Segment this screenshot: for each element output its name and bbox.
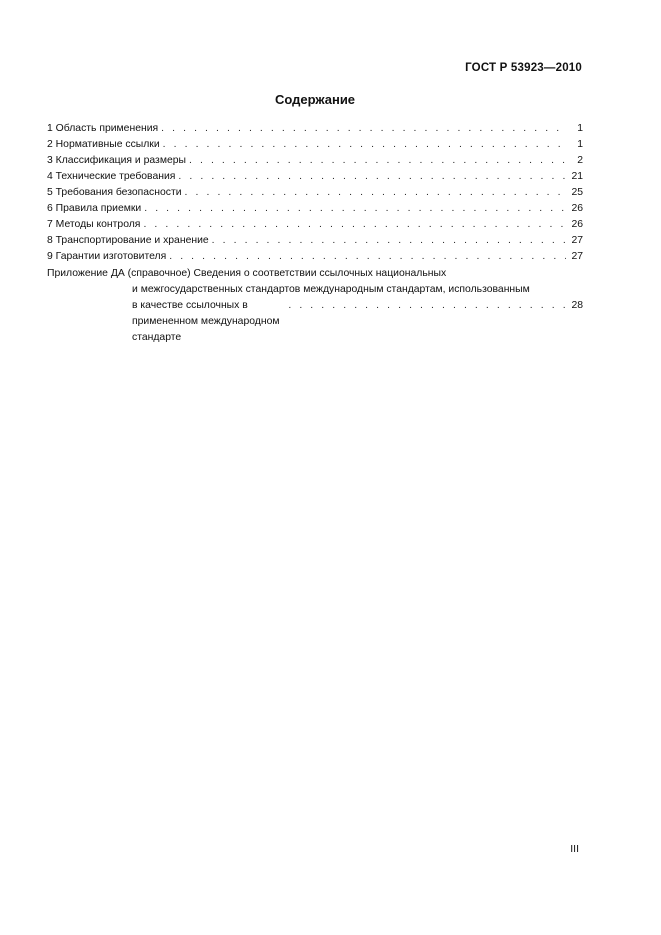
dot-leader [161,121,566,137]
toc-entry-label: 1 Область применения [47,123,159,134]
toc-entry-page: 1 [577,139,583,150]
appendix-line-2: и межгосударственных стандартов международным стандартам, использованным [132,284,530,295]
toc-entry-page: 26 [571,219,583,230]
toc-entry-page: 26 [571,203,583,214]
toc-entry-6[interactable] [47,201,583,217]
toc-entry-7[interactable] [47,217,583,233]
toc-entry-page: 28 [571,300,583,311]
dot-leader [212,233,566,249]
toc-entry-page: 21 [571,171,583,182]
toc-entry-page: 27 [571,251,583,262]
toc-entry-3[interactable] [47,153,583,169]
dot-leader [163,137,566,153]
toc-entry-label: 2 Нормативные ссылки [47,139,160,150]
toc-entry-page: 2 [577,155,583,166]
toc-entry-label: 3 Классификация и размеры [47,155,186,166]
dot-leader [288,298,566,314]
toc-entry-label: 6 Правила приемки [47,203,142,214]
toc-entry-page: 25 [571,187,583,198]
toc-entry-label: 9 Гарантии изготовителя [47,251,167,262]
appendix-line-3-row [47,298,583,343]
toc-entry-appendix[interactable] [47,266,583,343]
dot-leader [144,201,566,217]
dot-leader [143,217,566,233]
toc-entry-label: 5 Требования безопасности [47,187,182,198]
page-number: III [570,843,579,855]
toc-entry-9[interactable] [47,249,583,265]
dot-leader [169,249,566,265]
toc-entry-5[interactable] [47,185,583,201]
toc-entry-8[interactable] [47,233,583,249]
toc-entry-1[interactable] [47,121,583,137]
toc-entry-4[interactable] [47,169,583,185]
appendix-line-1: Приложение ДА (справочное) Сведения о соответствии ссылочных национальных [47,268,447,279]
appendix-line-3: в качестве ссылочных в примененном международном стандарте [132,300,280,343]
dot-leader [189,153,566,169]
toc-entry-2[interactable] [47,137,583,153]
toc-entry-page: 27 [571,235,583,246]
dot-leader [185,185,566,201]
toc-entry-page: 1 [577,123,583,134]
toc-title: Содержание [274,92,356,107]
table-of-contents [47,121,583,343]
toc-entry-label: 8 Транспортирование и хранение [47,235,209,246]
standard-code: ГОСТ Р 53923—2010 [465,62,582,74]
toc-entry-label: 7 Методы контроля [47,219,141,230]
dot-leader [178,169,566,185]
toc-entry-label: 4 Технические требования [47,171,176,182]
